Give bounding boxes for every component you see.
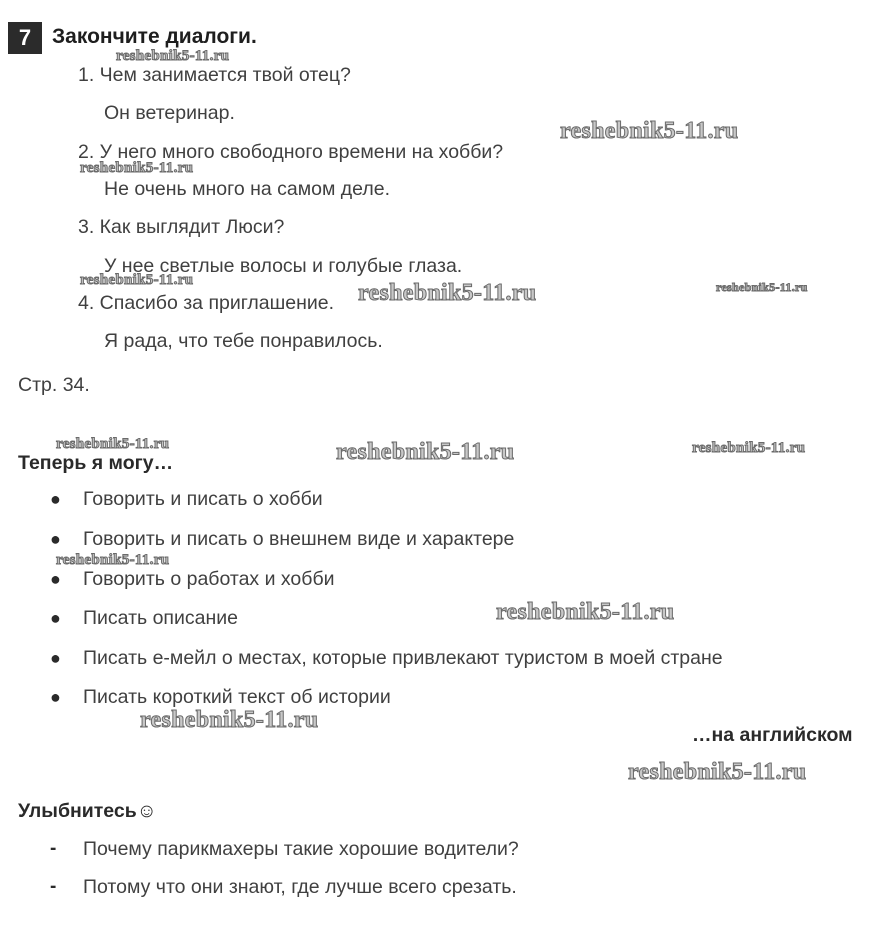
language-suffix: …на английском bbox=[692, 724, 853, 746]
dialogue-question-4: 4. Спасибо за приглашение. bbox=[78, 292, 335, 314]
bullet-icon: ● bbox=[50, 687, 61, 707]
dash-icon: - bbox=[50, 876, 57, 897]
watermark: reshebnik5-11.ru bbox=[716, 280, 808, 294]
bullet-icon: ● bbox=[50, 529, 61, 549]
watermark: reshebnik5-11.ru bbox=[336, 439, 515, 465]
dialogue-answer-2: Не очень много на самом деле. bbox=[104, 178, 390, 200]
watermark: reshebnik5-11.ru bbox=[140, 707, 319, 733]
bullet-icon: ● bbox=[50, 608, 61, 628]
joke-line: Почему парикмахеры такие хорошие водители? bbox=[83, 838, 519, 860]
watermark: reshebnik5-11.ru bbox=[56, 552, 170, 568]
now-i-can-heading: Теперь я могу… bbox=[18, 452, 174, 474]
watermark: reshebnik5-11.ru bbox=[628, 759, 807, 785]
watermark: reshebnik5-11.ru bbox=[80, 160, 194, 176]
list-item: Писать описание bbox=[83, 607, 238, 629]
bullet-icon: ● bbox=[50, 489, 61, 509]
list-item: Писать е-мейл о местах, которые привлекают туристом в моей стране bbox=[83, 647, 723, 669]
list-item: Писать короткий текст об истории bbox=[83, 686, 391, 708]
list-item: Говорить о работах и хобби bbox=[83, 568, 335, 590]
watermark: reshebnik5-11.ru bbox=[692, 440, 806, 456]
watermark: reshebnik5-11.ru bbox=[80, 272, 194, 288]
watermark: reshebnik5-11.ru bbox=[560, 118, 739, 144]
watermark: reshebnik5-11.ru bbox=[116, 48, 230, 64]
dialogue-question-1: 1. Чем занимается твой отец? bbox=[78, 64, 351, 86]
page-reference: Стр. 34. bbox=[18, 374, 90, 396]
dialogue-question-2: 2. У него много свободного времени на хобби? bbox=[78, 141, 504, 163]
dialogue-answer-1: Он ветеринар. bbox=[104, 102, 235, 124]
watermark: reshebnik5-11.ru bbox=[56, 436, 170, 452]
dialogue-answer-4: Я рада, что тебе понравилось. bbox=[104, 330, 383, 352]
dialogue-question-3: 3. Как выглядит Люси? bbox=[78, 216, 285, 238]
joke-heading: Улыбнитесь☺ bbox=[18, 800, 157, 822]
exercise-number-badge: 7 bbox=[8, 22, 42, 54]
exercise-title: Закончите диалоги. bbox=[52, 25, 257, 48]
watermark: reshebnik5-11.ru bbox=[358, 280, 537, 306]
list-item: Говорить и писать о внешнем виде и характере bbox=[83, 528, 515, 550]
watermark: reshebnik5-11.ru bbox=[496, 599, 675, 625]
bullet-icon: ● bbox=[50, 648, 61, 668]
dialogue-answer-3: У нее светлые волосы и голубые глаза. bbox=[104, 255, 463, 277]
dash-icon: - bbox=[50, 838, 57, 859]
joke-line: Потому что они знают, где лучше всего срезать. bbox=[83, 876, 517, 898]
bullet-icon: ● bbox=[50, 569, 61, 589]
list-item: Говорить и писать о хобби bbox=[83, 488, 323, 510]
